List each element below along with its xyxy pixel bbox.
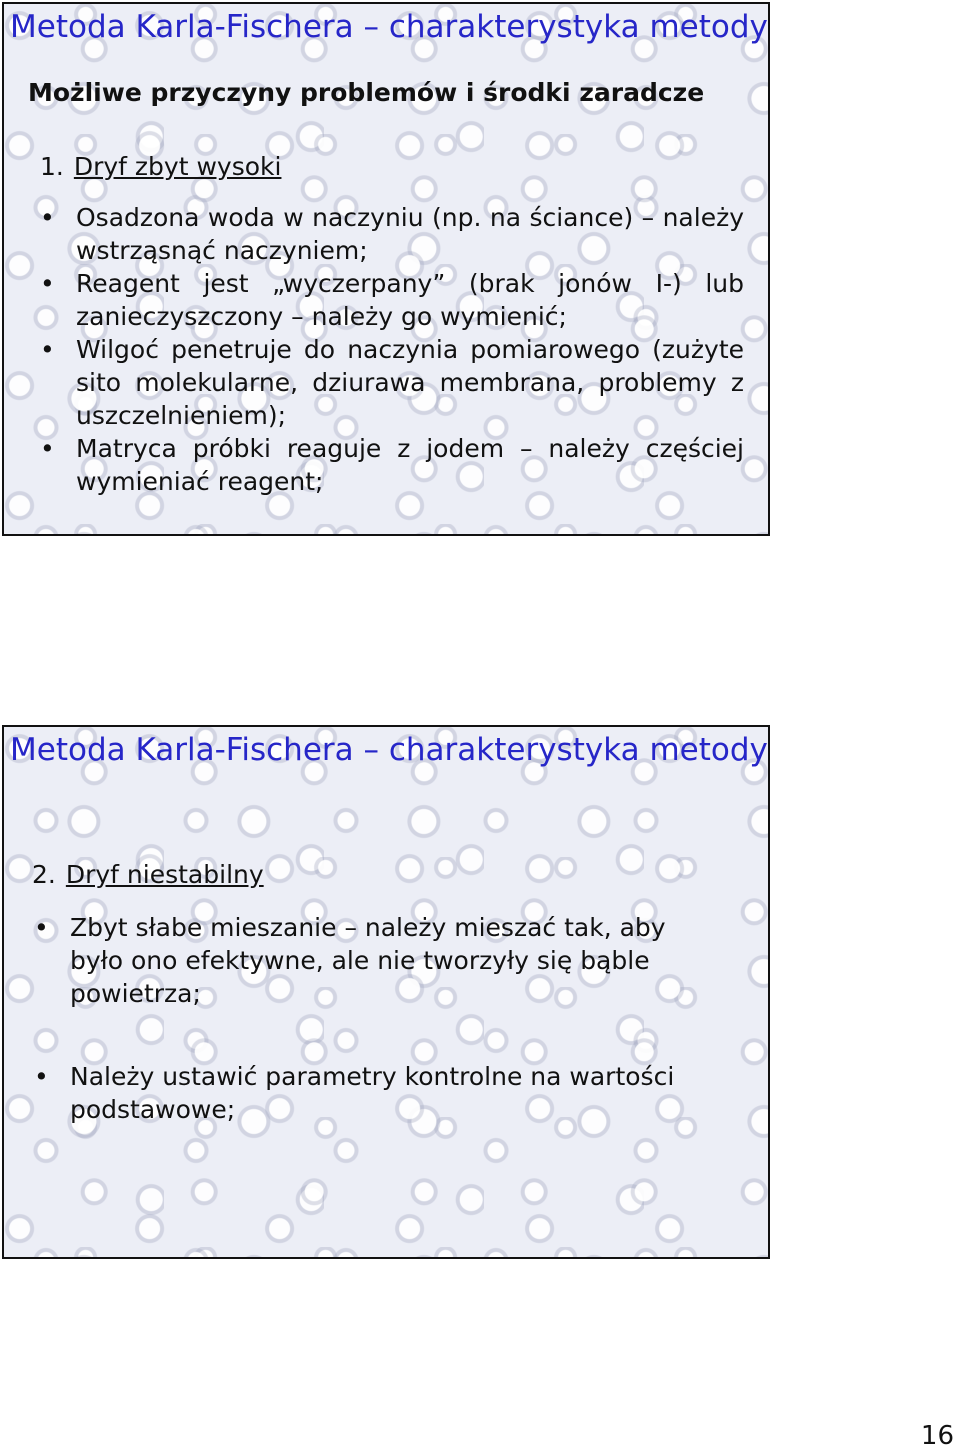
section-heading — [40, 152, 281, 181]
bullet-item: • Zbyt słabe mieszanie – należy mieszać tak, aby było ono efektywne, ale nie tworzyły się bąble powietrza; — [34, 911, 724, 1010]
bullet-list — [40, 201, 744, 498]
slide-title: Metoda Karla-Fischera – charakterystyka metody — [10, 732, 768, 768]
bullet-list — [34, 911, 724, 1176]
section-label: Dryf niestabilny — [65, 860, 264, 889]
bullet-item: • Reagent jest „wyczerpany” (brak jonów I-) lub zanieczyszczony – należy go wymienić; — [40, 267, 744, 333]
slide-1 — [2, 2, 770, 536]
section-number: 1. — [40, 152, 64, 181]
section-label: Dryf zbyt wysoki — [73, 152, 282, 181]
section-number: 2. — [32, 860, 56, 889]
section-heading — [32, 860, 264, 889]
page-number: 16 — [920, 1421, 954, 1451]
bullet-item: • Należy ustawić parametry kontrolne na wartości podstawowe; — [34, 1060, 724, 1126]
bullet-item: • Matryca próbki reaguje z jodem – należy częściej wymieniać reagent; — [40, 432, 744, 498]
bullet-item: • Osadzona woda w naczyniu (np. na ściance) – należy wstrząsnąć naczyniem; — [40, 201, 744, 267]
slide-2 — [2, 725, 770, 1259]
bullet-item: • Wilgoć penetruje do naczynia pomiarowego (zużyte sito molekularne, dziurawa membrana, problemy z uszczelnieniem); — [40, 333, 744, 432]
slide-subtitle: Możliwe przyczyny problemów i środki zaradcze — [28, 78, 705, 107]
slide-title: Metoda Karla-Fischera – charakterystyka metody — [10, 9, 768, 45]
